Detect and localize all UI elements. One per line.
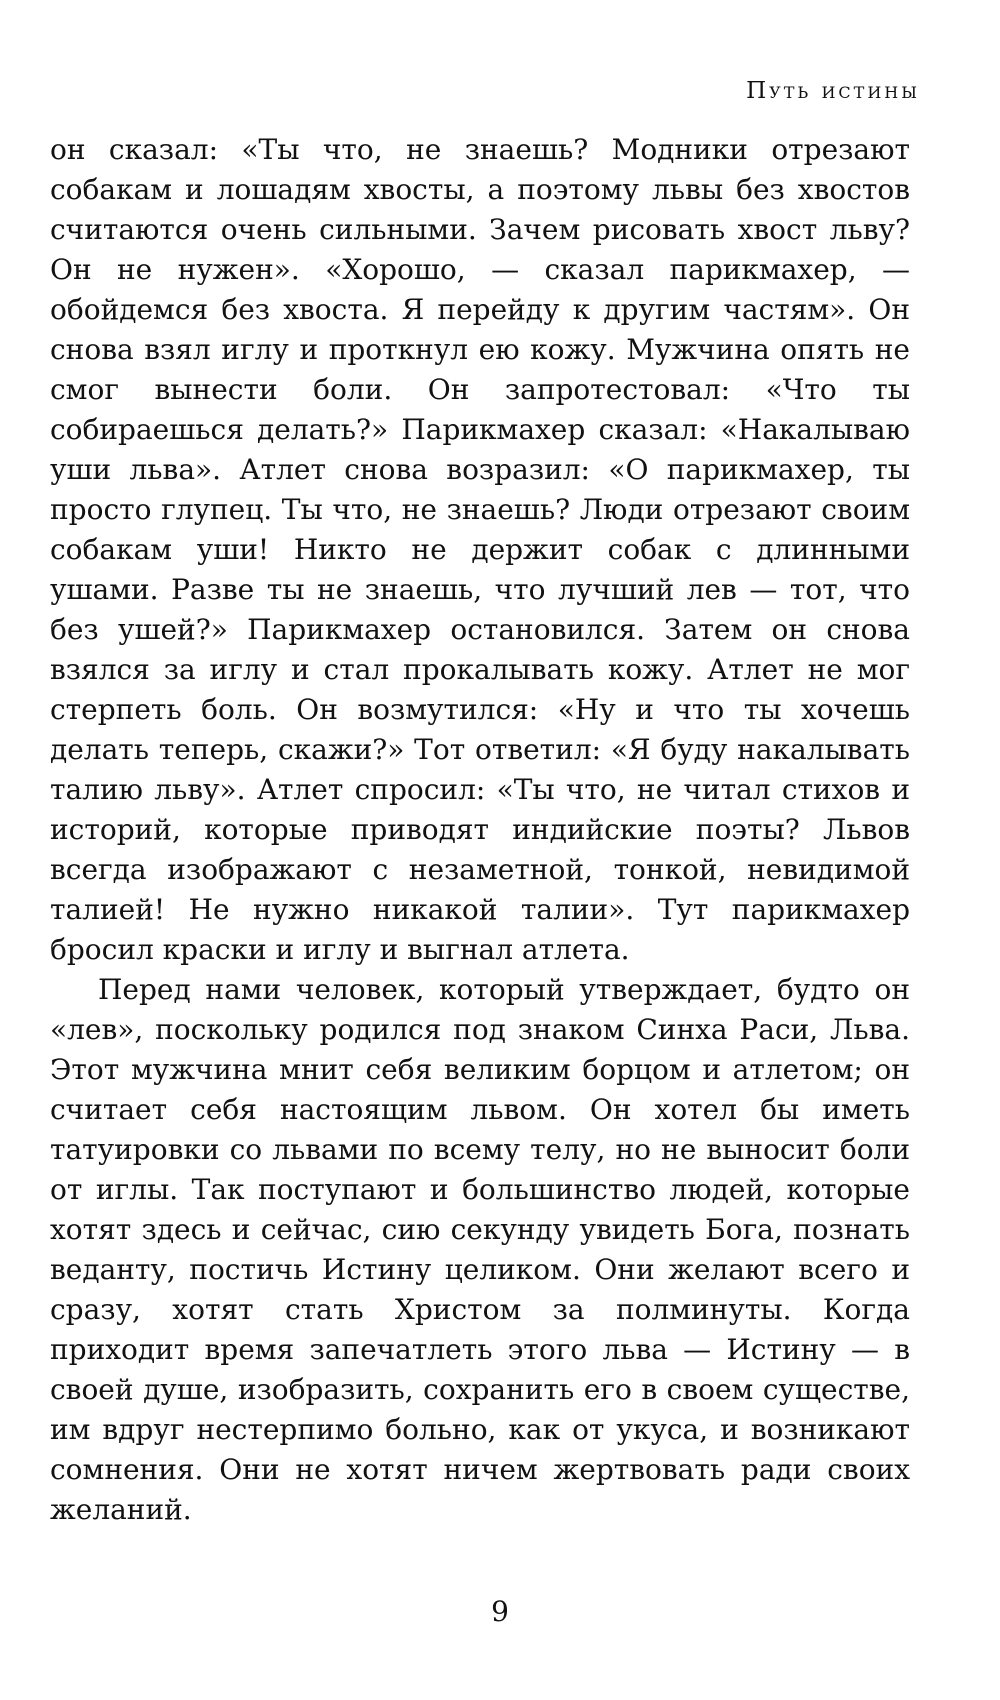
paragraph-1: он сказал: «Ты что, не знаешь? Модники отрезают собакам и лошадям хвосты, а поэтому львы без хвостов считаются очень сильными. Зачем рисовать хвост льву? Он не нужен». «Хорошо, — сказал парикмахер, — обойдемся без хвоста. Я перейду к другим частям». Он снова взял иглу и проткнул ею кожу. Мужчина опять не смог вынести боли. Он запротестовал: «Что ты собираешься делать?» Парикмахер сказал: «Накалываю уши льва». Атлет снова возразил: «О парикмахер, ты просто глупец. Ты что, не знаешь? Люди отрезают своим собакам уши! Никто не держит собак с длинными ушами. Разве ты не знаешь, что лучший лев — тот, что без ушей?» Парикмахер остановился. Затем он снова взялся за иглу и стал прокалывать кожу. Атлет не мог стерпеть боль. Он возмутился: «Ну и что ты хочешь делать теперь, скажи?» Тот ответил: «Я буду накалывать талию льву». Атлет спросил: «Ты что, не читал стихов и историй, которые приводят индийские поэты? Львов всегда изображают с незаметной, тонкой, невидимой талией! Не нужно никакой талии». Тут парикмахер бросил краски и иглу и выгнал атлета. [50,133,910,966]
paragraph-2: Перед нами человек, который утверждает, будто он «лев», поскольку родился под знаком Синха Раси, Льва. Этот мужчина мнит себя великим борцом и атлетом; он считает себя настоящим львом. Он хотел бы иметь татуировки со львами по всему телу, но не выносит боли от иглы. Так поступают и большинство людей, которые хотят здесь и сейчас, сию секунду увидеть Бога, познать веданту, постичь Истину целиком. Они желают всего и сразу, хотят стать Христом за полминуты. Когда приходит время запечатлеть этого льва — Истину — в своей душе, изобразить, сохранить его в своем существе, им вдруг нестерпимо больно, как от укуса, и возникают сомнения. Они не хотят ничем жертвовать ради своих желаний. [50,973,910,1526]
body-text [50,130,910,1530]
page-number: 9 [491,1595,509,1628]
running-header-title: Путь истины [746,78,920,104]
